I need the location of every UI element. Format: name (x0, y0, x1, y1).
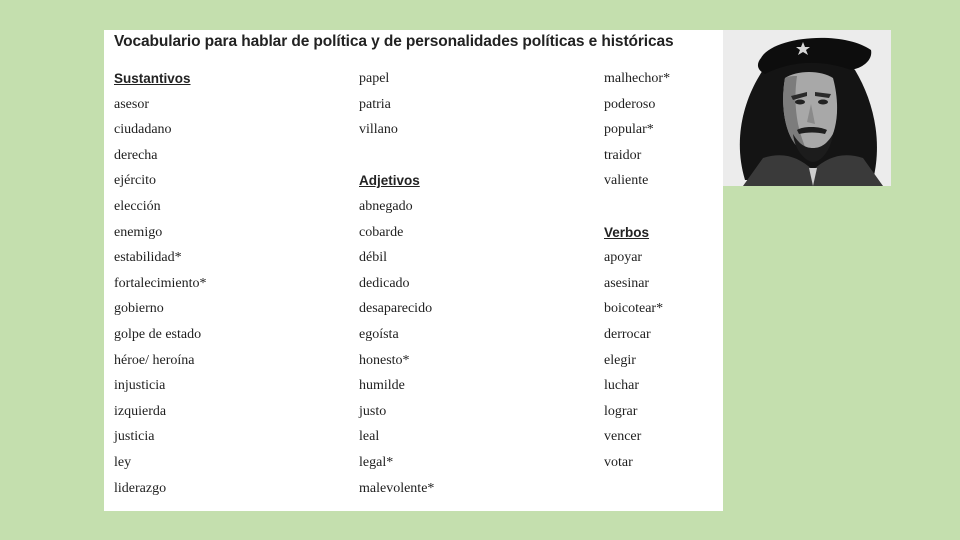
portrait-photo (723, 30, 891, 186)
word-item: malevolente* (359, 480, 435, 496)
spacer (604, 198, 804, 224)
word-item: vencer (604, 429, 642, 445)
word-item: elegir (604, 352, 636, 368)
word-item: injusticia (114, 378, 166, 394)
word-item: egoísta (359, 326, 399, 342)
word-item: honesto* (359, 352, 410, 368)
word-item: legal* (359, 454, 394, 470)
portrait-photo-icon (723, 30, 891, 186)
word-item: villano (359, 122, 398, 138)
word-item: derrocar (604, 326, 651, 342)
word-item: apoyar (604, 250, 643, 266)
word-item: traidor (604, 147, 642, 163)
word-item: leal (359, 429, 380, 445)
heading-sustantivos: Sustantivos (114, 71, 191, 86)
spacer (359, 147, 559, 173)
word-item: humilde (359, 378, 405, 394)
word-item: lograr (604, 403, 638, 419)
word-item: ejército (114, 173, 156, 189)
word-item: abnegado (359, 198, 413, 214)
word-item: elección (114, 198, 161, 214)
word-item: malhechor* (604, 71, 671, 86)
word-item: golpe de estado (114, 326, 202, 342)
heading-adjetivos: Adjetivos (359, 173, 420, 189)
word-item: débil (359, 250, 387, 266)
column-sustantivos (114, 70, 314, 505)
word-item: justo (359, 403, 387, 419)
word-item: héroe/ heroína (114, 352, 195, 368)
word-item: estabilidad* (114, 250, 182, 266)
word-item: derecha (114, 147, 158, 163)
word-item: poderoso (604, 96, 656, 112)
heading-verbos: Verbos (604, 224, 650, 240)
page-title: Vocabulario para hablar de política y de personalidades políticas e históricas (114, 33, 674, 50)
word-item: popular* (604, 122, 654, 138)
word-item: ciudadano (114, 122, 172, 138)
word-item: luchar (604, 378, 639, 394)
word-item: asesor (114, 96, 149, 112)
word-item: dedicado (359, 275, 410, 291)
vocabulary-sheet (104, 30, 723, 511)
word-item: izquierda (114, 403, 167, 419)
word-item: fortalecimiento* (114, 275, 207, 291)
word-item: papel (359, 71, 390, 86)
word-item: cobarde (359, 224, 404, 240)
word-item: liderazgo (114, 480, 167, 496)
word-item: asesinar (604, 275, 650, 291)
word-item: desaparecido (359, 301, 433, 317)
word-item: enemigo (114, 224, 163, 240)
word-item: boicotear* (604, 301, 664, 317)
word-item: votar (604, 454, 633, 470)
word-item: ley (114, 454, 132, 470)
word-item: patria (359, 96, 391, 112)
word-item: valiente (604, 173, 649, 189)
word-item: gobierno (114, 301, 164, 317)
word-item: justicia (114, 429, 155, 445)
column-adjetivos (359, 70, 559, 505)
